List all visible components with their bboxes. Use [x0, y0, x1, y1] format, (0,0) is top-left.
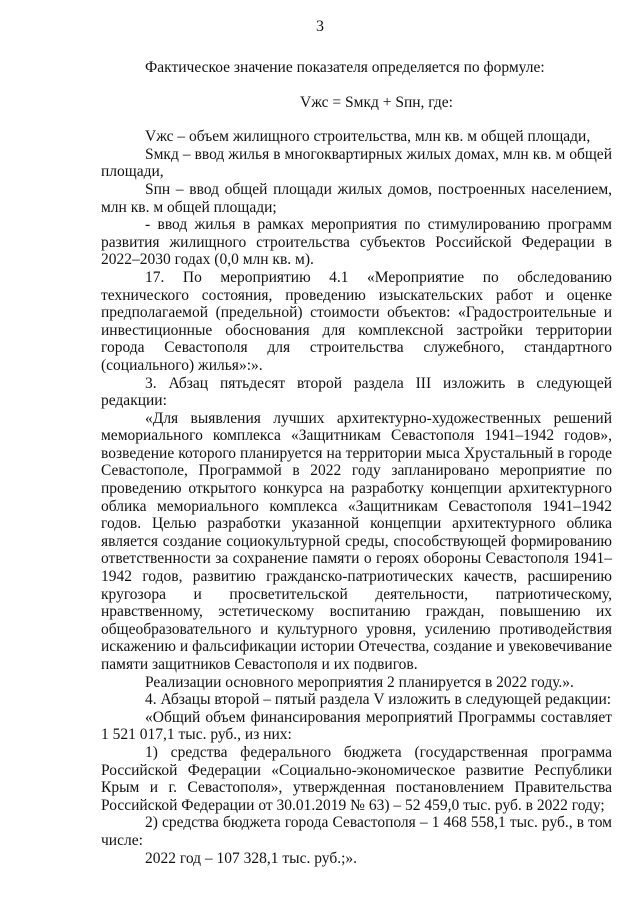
paragraph-total-funding: «Общий объем финансирования мероприятий Программы составляет 1 521 017,1 тыс. руб., из них:	[101, 708, 612, 744]
formula: Vжс = Sмкд + Sпн, где:	[300, 93, 453, 111]
definition-program-housing: - ввод жилья в рамках мероприятия по стимулированию программ развития жилищного строительства субъектов Российской Федерации в 2022–2030 годах (0,0 млн кв. м).	[101, 216, 612, 269]
formula-intro: Фактическое значение показателя определяется по формуле:	[145, 59, 545, 76]
paragraph-implementation: Реализации основного мероприятия 2 планируется в 2022 году.».	[145, 673, 574, 691]
definition-vzhs: Vжс – объем жилищного строительства, млн кв. м общей площади,	[145, 128, 591, 146]
document-body	[101, 59, 612, 867]
definition-smkd: Sмкд – ввод жилья в многоквартирных жилых домах, млн кв. м общей площади,	[101, 145, 612, 181]
paragraph-year-2022: 2022 год – 107 328,1 тыс. руб.;».	[145, 849, 358, 867]
paragraph-federal-budget: 1) средства федерального бюджета (государственная программа Российской Федерации «Социально-экономическое развитие Республики Крым и г. Севастополя», утвержденная постановлением Правительства Российской Федерации от 30.01.2019 № 63) – 52 459,0 тыс. руб. в 2022 году;	[101, 743, 612, 814]
definition-spn: Sпн – ввод общей площади жилых домов, построенных населением, млн кв. м общей площади;	[101, 180, 612, 216]
paragraph-item-4: 4. Абзацы второй – пятый раздела V изложить в следующей редакции:	[145, 691, 612, 709]
paragraph-item-17: 17. По мероприятию 4.1 «Мероприятие по обследованию технического состояния, проведению изыскательских работ и оценке предполагаемой (предельной) стоимости объектов: «Градостроительные и инвестиционные обоснования для комплексной застройки территории города Севастополя для строительства служебного, стандартного (социального) жилья»:».	[101, 268, 612, 374]
paragraph-city-budget: 2) средства бюджета города Севастополя – 1 468 558,1 тыс. руб., в том числе:	[101, 814, 612, 849]
page-number: 3	[316, 18, 324, 35]
paragraph-item-3: 3. Абзац пятьдесят второй раздела III изложить в следующей редакции:	[101, 374, 612, 410]
paragraph-memorial: «Для выявления лучших архитектурно-художественных решений мемориального комплекса «Защитникам Севастополя 1941–1942 годов», возведение которого планируется на территории мыса Хрустальный в городе Севастополе, Программой в 2022 году запланировано мероприятие по проведению открытого конкурса на разработку концепции архитектурного облика мемориального комплекса «Защитникам Севастополя 1941–1942 годов. Целью разработки указанной концепции архитектурного облика является создание социокультурной среды, способствующей формированию ответственности за сохранение памяти о героях обороны Севастополя 1941–1942 годов, развитию гражданско-патриотических качеств, расширению кругозора и просветительской деятельности, патриотическому, нравственному, эстетическому воспитанию граждан, повышению их общеобразовательного и культурного уровня, усилению противодействия искажению и фальсификации истории Отечества, создание и увековечивание памяти защитников Севастополя и их подвигов.	[101, 409, 612, 673]
